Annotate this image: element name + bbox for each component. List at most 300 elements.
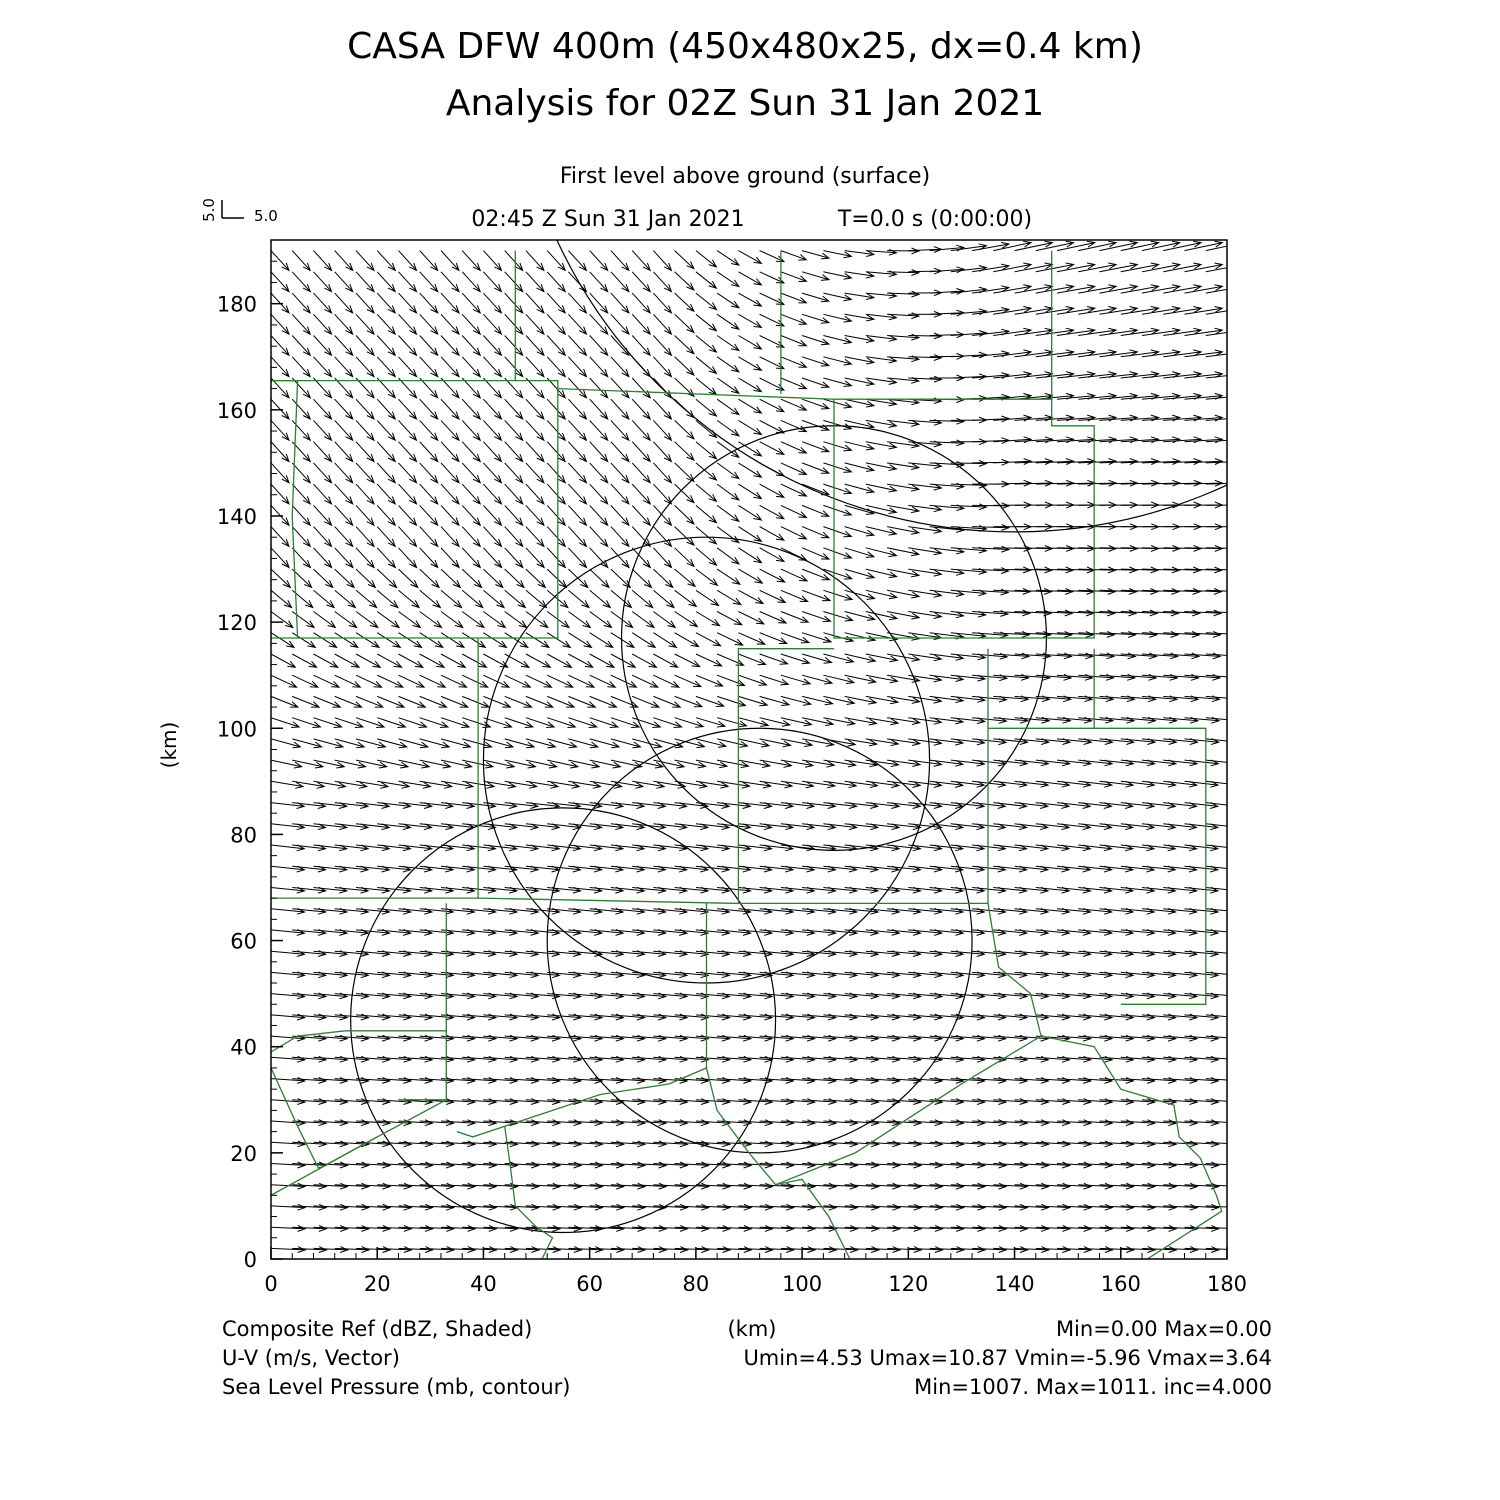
wind-vector — [526, 420, 544, 440]
wind-vector — [590, 272, 608, 292]
wind-vector — [568, 612, 590, 628]
wind-vector — [653, 314, 671, 334]
wind-vector — [717, 336, 739, 351]
x-tick-label: 20 — [363, 1272, 391, 1296]
wind-vector — [611, 505, 629, 525]
wind-vector — [802, 548, 829, 559]
wind-vector — [377, 314, 395, 334]
wind-vector — [420, 336, 438, 356]
wind-vector — [653, 399, 671, 419]
wind-vector — [271, 1056, 305, 1062]
wind-vector — [399, 293, 417, 313]
wind-vector — [675, 548, 694, 567]
wind-vector — [399, 463, 417, 483]
county-boundaries — [271, 251, 1222, 1259]
wind-vector — [781, 357, 807, 367]
wind-vector — [314, 569, 333, 587]
wind-vector — [1057, 241, 1095, 250]
wind-vector — [675, 357, 694, 375]
wind-vector — [356, 590, 377, 607]
wind-vector — [1206, 502, 1244, 508]
wind-vector — [505, 463, 523, 483]
wind-vector — [781, 272, 807, 282]
wind-vector — [675, 463, 694, 481]
wind-vector — [547, 293, 565, 313]
wind-vector — [462, 463, 480, 483]
wind-vector — [632, 251, 650, 271]
x-tick-label: 120 — [888, 1272, 929, 1296]
wind-vector — [653, 548, 671, 568]
wind-vector — [420, 463, 438, 483]
wind-vector — [526, 675, 552, 687]
wind-vector — [377, 336, 395, 356]
wind-vector — [1015, 285, 1053, 293]
wind-vector — [441, 399, 459, 419]
wind-vector — [781, 336, 807, 346]
wind-vector — [930, 310, 964, 316]
wind-vector — [441, 314, 459, 334]
y-axis-label: (km) — [157, 721, 181, 769]
wind-vector — [292, 463, 310, 483]
wind-vector — [590, 633, 613, 648]
wind-vector — [823, 527, 851, 537]
wind-vector — [717, 484, 739, 500]
wind-vector — [314, 314, 332, 334]
wind-vector — [271, 1162, 305, 1168]
wind-vector — [505, 357, 523, 377]
wind-vector — [314, 399, 332, 419]
wind-vector — [547, 314, 565, 334]
wind-vector — [441, 357, 459, 377]
wind-vector — [632, 399, 650, 419]
wind-vector — [314, 251, 332, 271]
wind-vector — [526, 399, 544, 419]
y-tick-label: 60 — [230, 929, 257, 954]
wind-vector — [760, 633, 787, 644]
wind-vector — [526, 654, 550, 667]
wind-vector — [462, 612, 484, 628]
wind-vector — [1121, 263, 1159, 272]
wind-vector — [738, 442, 761, 456]
wind-vector — [611, 675, 637, 687]
wind-vector — [738, 336, 761, 349]
wind-vector — [760, 484, 784, 497]
wind-vector — [335, 314, 353, 334]
wind-vector — [675, 569, 696, 586]
wind-vector — [441, 420, 459, 440]
wind-vector — [887, 248, 919, 254]
wind-vector — [271, 1226, 305, 1232]
wind-vector — [717, 357, 739, 372]
wind-vector — [802, 357, 829, 366]
wind-vector — [738, 569, 762, 583]
wind-vector — [653, 272, 671, 292]
y-tick-label: 0 — [243, 1248, 257, 1272]
wind-vector — [717, 272, 739, 287]
wind-vector — [356, 527, 374, 547]
wind-vector — [653, 442, 671, 462]
wind-vector — [781, 505, 807, 517]
x-tick-label: 40 — [470, 1272, 497, 1296]
wind-vector — [483, 569, 502, 587]
county-boundary — [271, 638, 478, 898]
wind-vector — [568, 548, 586, 568]
wind-vector — [802, 505, 829, 516]
wind-vector — [292, 612, 314, 628]
wind-vector — [823, 378, 851, 387]
wind-vector — [377, 420, 395, 440]
wind-vector — [653, 293, 671, 313]
wind-vector — [335, 399, 353, 419]
wind-vector — [930, 289, 964, 295]
wind-vector — [823, 399, 851, 408]
wind-vector — [399, 251, 417, 271]
wind-vector — [760, 675, 789, 685]
wind-vector — [632, 463, 650, 483]
wind-vector — [483, 272, 501, 292]
wind-vector — [972, 568, 1008, 574]
wind-vector — [1142, 241, 1180, 250]
wind-vector — [717, 420, 739, 436]
wind-vector — [738, 272, 761, 285]
wind-vector — [335, 272, 353, 292]
wind-vector — [547, 569, 566, 587]
wind-vector — [653, 633, 676, 648]
wind-vector — [335, 293, 353, 313]
wind-vector — [483, 357, 501, 377]
wind-vector — [462, 293, 480, 313]
wind-vector — [696, 633, 721, 646]
wind-vector — [653, 484, 671, 504]
wind-vector — [505, 569, 524, 587]
wind-vector — [802, 378, 829, 388]
title-line-1: CASA DFW 400m (450x480x25, dx=0.4 km) — [347, 26, 1143, 67]
wind-vector — [653, 336, 671, 356]
wind-vector — [717, 293, 739, 308]
footer-left-2: U-V (m/s, Vector) — [222, 1346, 400, 1370]
wind-vector — [356, 484, 374, 504]
wind-vector — [314, 612, 336, 628]
wind-vector — [632, 420, 650, 440]
wind-vector — [483, 612, 505, 628]
wind-vector — [271, 484, 289, 504]
wind-vector — [1100, 241, 1138, 250]
wind-vector — [823, 442, 851, 451]
wind-vector — [462, 420, 480, 440]
wind-vector — [972, 264, 1009, 272]
wind-vector — [356, 399, 374, 419]
wind-vector — [675, 293, 694, 311]
wind-vector — [292, 654, 316, 667]
wind-vector — [590, 484, 608, 504]
wind-vector — [760, 612, 787, 624]
wind-vector — [717, 654, 744, 665]
wind-vector — [314, 336, 332, 356]
wind-vector — [483, 548, 501, 568]
wind-vector — [823, 505, 851, 515]
wind-vector — [738, 463, 761, 477]
wind-vector — [972, 308, 1009, 315]
wind-vector — [675, 272, 694, 290]
wind-vector — [314, 590, 335, 607]
wind-vector — [590, 505, 608, 525]
wind-vector — [526, 505, 544, 525]
wind-vector — [420, 272, 438, 292]
wind-vector — [653, 654, 677, 667]
wind-vector — [611, 399, 629, 419]
wind-vector — [462, 569, 481, 587]
wind-vector — [271, 569, 290, 587]
wind-vector — [335, 251, 353, 271]
wind-vector — [675, 505, 694, 524]
wind-vector — [547, 463, 565, 483]
wind-vector — [526, 633, 549, 648]
wind-vector — [441, 675, 467, 687]
y-tick-label: 140 — [216, 504, 257, 529]
wind-vector — [802, 463, 829, 473]
wind-vector — [632, 442, 650, 462]
wind-vector — [611, 590, 632, 607]
wind-vector — [696, 272, 717, 288]
wind-vector — [696, 420, 717, 437]
wind-vector — [696, 378, 717, 395]
wind-vector — [420, 654, 444, 667]
wind-vector — [972, 416, 1009, 422]
wind-vector — [271, 420, 289, 440]
wind-vector — [377, 484, 395, 504]
wind-vector — [314, 463, 332, 483]
footer-right-3: Min=1007. Max=1011. inc=4.000 — [914, 1375, 1272, 1399]
wind-vector — [420, 420, 438, 440]
wind-vector — [483, 293, 501, 313]
wind-vector — [738, 314, 761, 327]
wind-vector — [462, 314, 480, 334]
wind-vector — [568, 420, 586, 440]
wind-vector — [356, 675, 382, 687]
wind-vector — [738, 399, 761, 413]
wind-vector — [696, 357, 717, 374]
wind-vector — [781, 612, 808, 623]
wind-vector — [653, 357, 671, 377]
wind-vector — [802, 442, 829, 452]
wind-vector — [441, 505, 459, 525]
wind-vector — [632, 484, 650, 504]
county-boundary — [271, 381, 558, 638]
wind-vector — [292, 314, 310, 334]
wind-vector — [717, 399, 739, 414]
wind-vector — [568, 505, 586, 525]
wind-vector — [696, 442, 717, 459]
wind-vector — [356, 293, 374, 313]
wind-vector — [271, 590, 292, 607]
wind-vector — [632, 336, 650, 356]
wind-vector — [568, 527, 586, 547]
level-label: First level above ground (surface) — [559, 164, 931, 189]
wind-vector — [738, 420, 761, 434]
wind-vector — [696, 675, 723, 686]
wind-vector — [356, 420, 374, 440]
vector-key-v-label: 5.0 — [200, 198, 218, 222]
wind-vector — [399, 505, 417, 525]
wind-vector — [292, 272, 310, 292]
wind-vector — [1185, 241, 1223, 250]
wind-vector — [802, 293, 829, 302]
wind-vector — [611, 527, 629, 547]
wind-vector — [377, 442, 395, 462]
wind-vector — [505, 336, 523, 356]
wind-vector — [781, 463, 807, 475]
wind-vector — [335, 505, 353, 525]
wind-vector — [568, 442, 586, 462]
footer-right-1: Min=0.00 Max=0.00 — [1055, 1317, 1272, 1341]
wind-vector — [547, 336, 565, 356]
wind-vector — [781, 293, 807, 303]
wind-vector — [675, 527, 694, 546]
wind-vector — [505, 314, 523, 334]
wind-vector — [738, 293, 761, 306]
county-boundary — [738, 649, 988, 904]
wind-vector — [590, 442, 608, 462]
wind-vector — [399, 569, 418, 587]
x-tick-label: 0 — [264, 1272, 278, 1296]
wind-vector — [632, 569, 651, 587]
wind-vector — [547, 442, 565, 462]
wind-vector — [441, 590, 462, 607]
wind-vector — [611, 442, 629, 462]
wind-vector — [760, 420, 784, 433]
wind-vector — [781, 251, 807, 261]
wind-vector — [632, 654, 656, 667]
wind-vector — [399, 314, 417, 334]
wind-vectors — [271, 241, 1244, 1252]
wind-vector — [377, 654, 401, 667]
wind-vector — [526, 484, 544, 504]
wind-vector — [696, 612, 720, 626]
wind-vector — [1100, 285, 1138, 293]
wind-vector — [1078, 263, 1116, 272]
wind-vector — [399, 633, 422, 648]
wind-vector — [675, 590, 697, 606]
wind-vector — [611, 633, 634, 648]
x-tick-label: 100 — [782, 1272, 823, 1296]
x-tick-label: 140 — [994, 1272, 1035, 1296]
wind-vector — [462, 251, 480, 271]
wind-vector — [823, 484, 851, 494]
wind-vector — [993, 480, 1031, 486]
wind-vector — [483, 505, 501, 525]
wind-vector — [505, 293, 523, 313]
wind-vector — [335, 548, 353, 568]
wind-vector — [441, 548, 459, 568]
wind-vector — [462, 336, 480, 356]
wind-vector — [568, 272, 586, 292]
wind-vector — [611, 272, 629, 292]
wind-vector — [823, 420, 851, 429]
wind-vector — [590, 420, 608, 440]
wind-vector — [335, 527, 353, 547]
wind-vector — [399, 590, 420, 607]
wind-vector — [972, 525, 1009, 531]
wind-vector — [951, 352, 987, 358]
wind-vector — [505, 612, 527, 628]
wind-vector — [675, 612, 698, 627]
wind-vector — [738, 251, 761, 264]
wind-vector — [568, 293, 586, 313]
wind-vector — [335, 569, 354, 587]
wind-vector — [399, 527, 417, 547]
wind-vector — [505, 420, 523, 440]
wind-vector — [547, 527, 565, 547]
wind-vector — [462, 442, 480, 462]
wind-vector — [356, 505, 374, 525]
wind-vector — [420, 548, 438, 568]
county-boundary — [988, 649, 1094, 729]
wind-vector — [356, 548, 374, 568]
wind-vector — [441, 336, 459, 356]
wind-vector — [1036, 241, 1074, 250]
wind-vector — [526, 314, 544, 334]
wind-vector — [483, 420, 501, 440]
wind-vector — [632, 314, 650, 334]
wind-vector — [781, 569, 807, 581]
wind-vector — [356, 463, 374, 483]
wind-vector — [738, 484, 761, 499]
wind-vector — [292, 336, 310, 356]
wind-vector — [335, 357, 353, 377]
wind-vector — [930, 245, 964, 251]
wind-vector — [760, 590, 786, 602]
wind-vector — [653, 463, 671, 483]
wind-vector — [547, 484, 565, 504]
wind-vector — [568, 314, 586, 334]
wind-vector — [908, 355, 941, 361]
wind-vector — [314, 548, 332, 568]
wind-vector — [802, 251, 829, 259]
wind-vector — [1206, 285, 1244, 293]
wind-vector — [271, 1141, 305, 1147]
wind-vector — [972, 286, 1009, 293]
wind-vector — [717, 633, 743, 645]
wind-vector — [505, 399, 523, 419]
wind-vector — [717, 569, 740, 584]
wind-vector — [271, 1247, 305, 1253]
wind-vector — [292, 505, 310, 525]
wind-vector — [526, 272, 544, 292]
wind-vector — [420, 484, 438, 504]
wind-vector — [335, 633, 358, 648]
wind-vector — [781, 314, 807, 324]
wind-vector — [568, 484, 586, 504]
wind-vector — [505, 654, 529, 667]
wind-vector — [483, 484, 501, 504]
wind-vector — [696, 251, 717, 267]
wind-vector — [802, 336, 829, 345]
wind-vector — [314, 420, 332, 440]
wind-vector — [568, 378, 586, 398]
wind-vector — [611, 314, 629, 334]
wind-vector — [717, 505, 739, 521]
wind-vector — [356, 569, 375, 587]
wind-vector — [314, 527, 332, 547]
wind-vector — [462, 272, 480, 292]
wind-vector — [526, 527, 544, 547]
wind-vector — [1163, 263, 1201, 272]
wind-vector — [420, 527, 438, 547]
wind-vector — [823, 463, 851, 473]
wind-vector — [356, 336, 374, 356]
wind-vector — [483, 442, 501, 462]
wind-vector — [526, 442, 544, 462]
